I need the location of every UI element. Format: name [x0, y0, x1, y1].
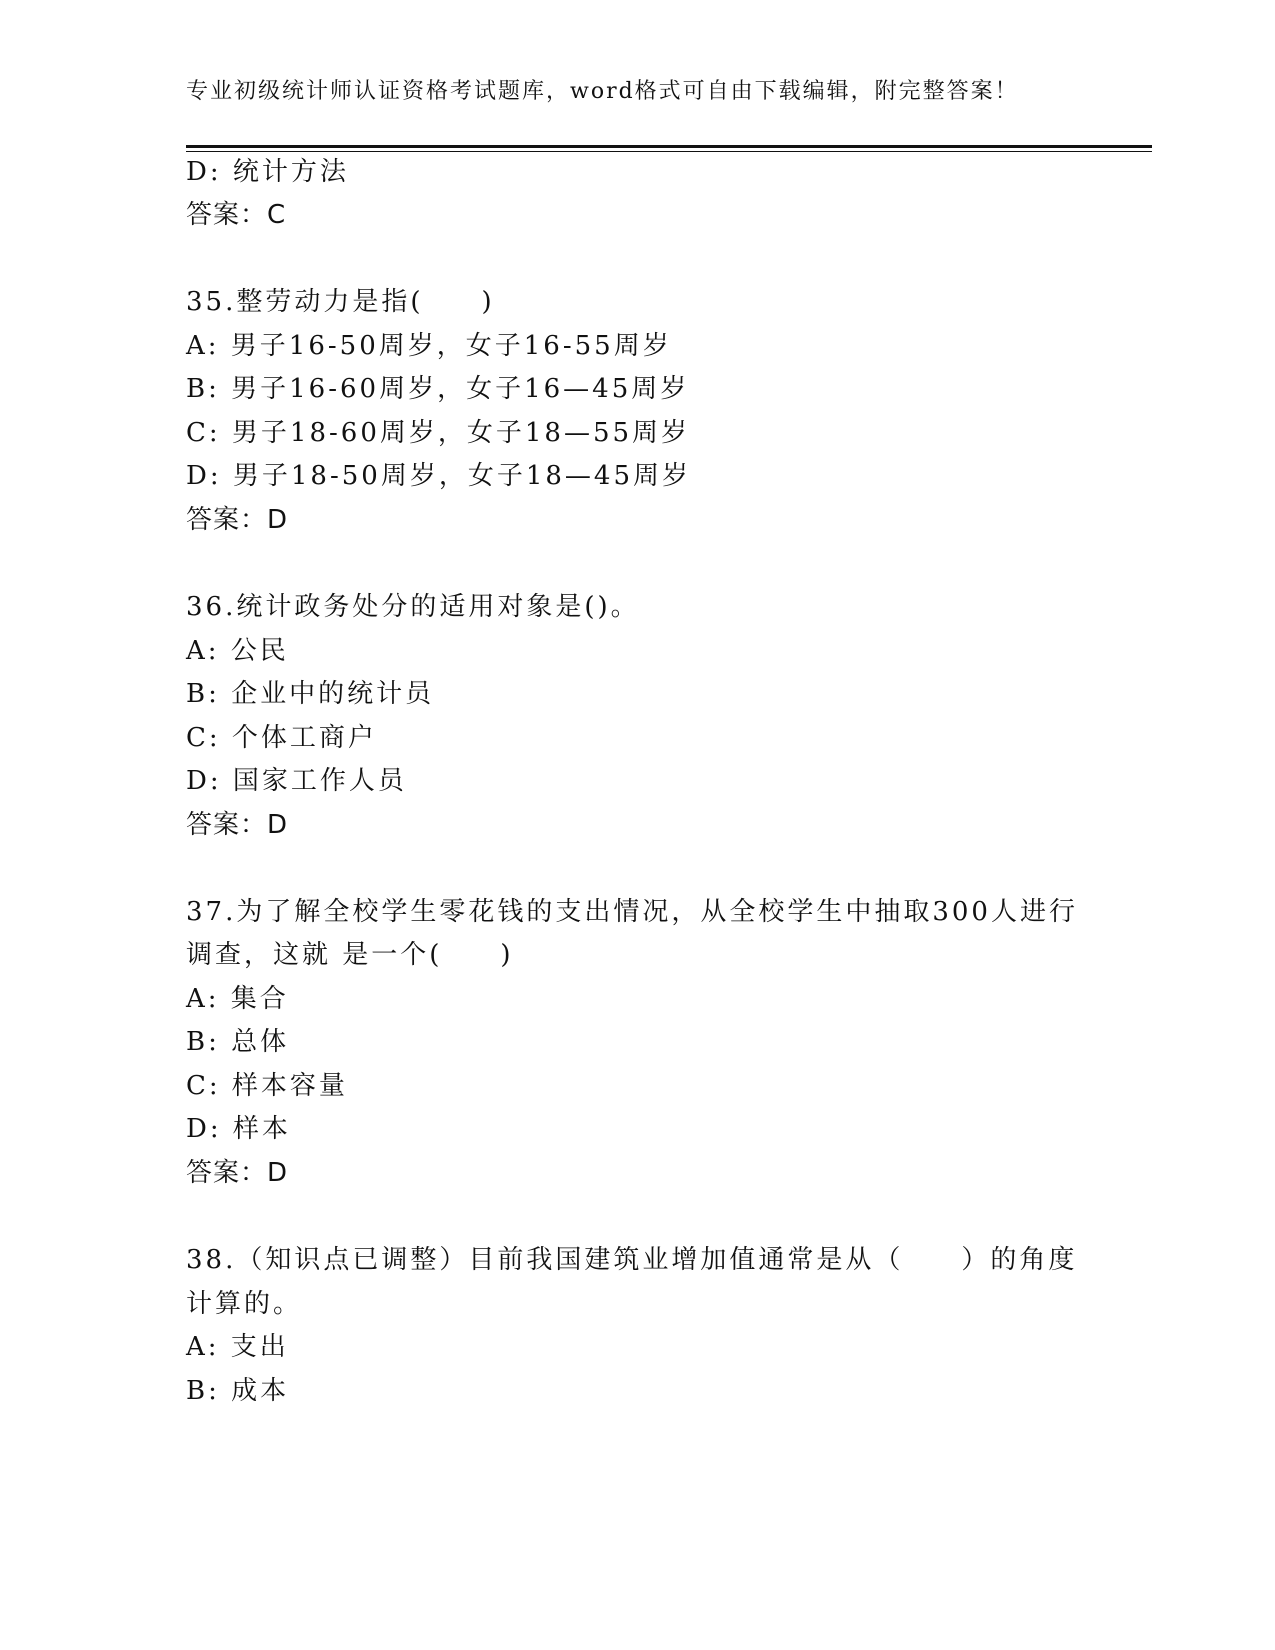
- question-36-answer: 答案：D: [186, 810, 289, 840]
- page-header: 专业初级统计师认证资格考试题库，word格式可自由下载编辑，附完整答案！: [186, 79, 1019, 104]
- question-38-stem-continued: 计算的。: [186, 1289, 303, 1319]
- header-rule-thin: [186, 151, 1152, 152]
- question-35-option-c: C: 男子18-60周岁，女子18—55周岁: [186, 418, 691, 448]
- question-37-stem: 37.为了解全校学生零花钱的支出情况，从全校学生中抽取300人进行: [186, 897, 1078, 927]
- question-35-answer: 答案：D: [186, 505, 289, 535]
- question-38-option-b: B: 成本: [186, 1376, 290, 1406]
- question-36-option-c: C: 个体工商户: [186, 723, 377, 753]
- question-37-option-c: C: 样本容量: [186, 1071, 348, 1101]
- question-35-option-b: B: 男子16-60周岁，女子16—45周岁: [186, 374, 690, 404]
- question-38-option-a: A: 支出: [186, 1332, 289, 1362]
- header-rule-thick: [186, 145, 1152, 148]
- question-36-option-d: D: 国家工作人员: [186, 766, 407, 796]
- question-37-option-b: B: 总体: [186, 1027, 290, 1057]
- answer-line: 答案：C: [186, 200, 287, 230]
- question-35-stem: 35.整劳动力是指( ): [186, 287, 495, 317]
- question-37-stem-continued: 调查，这就 是一个( ): [186, 940, 514, 970]
- question-35-option-d: D: 男子18-50周岁，女子18—45周岁: [186, 461, 691, 491]
- question-37-option-d: D: 样本: [186, 1114, 291, 1144]
- question-35-option-a: A: 男子16-50周岁，女子16-55周岁: [186, 331, 672, 361]
- option-d: D: 统计方法: [186, 157, 349, 187]
- question-37-option-a: A: 集合: [186, 984, 289, 1014]
- question-36-stem: 36.统计政务处分的适用对象是()。: [186, 592, 640, 622]
- question-37-answer: 答案：D: [186, 1158, 289, 1188]
- question-36-option-b: B: 企业中的统计员: [186, 679, 435, 709]
- question-36-option-a: A: 公民: [186, 636, 289, 666]
- question-38-stem: 38.（知识点已调整）目前我国建筑业增加值通常是从（ ）的角度: [186, 1245, 1078, 1275]
